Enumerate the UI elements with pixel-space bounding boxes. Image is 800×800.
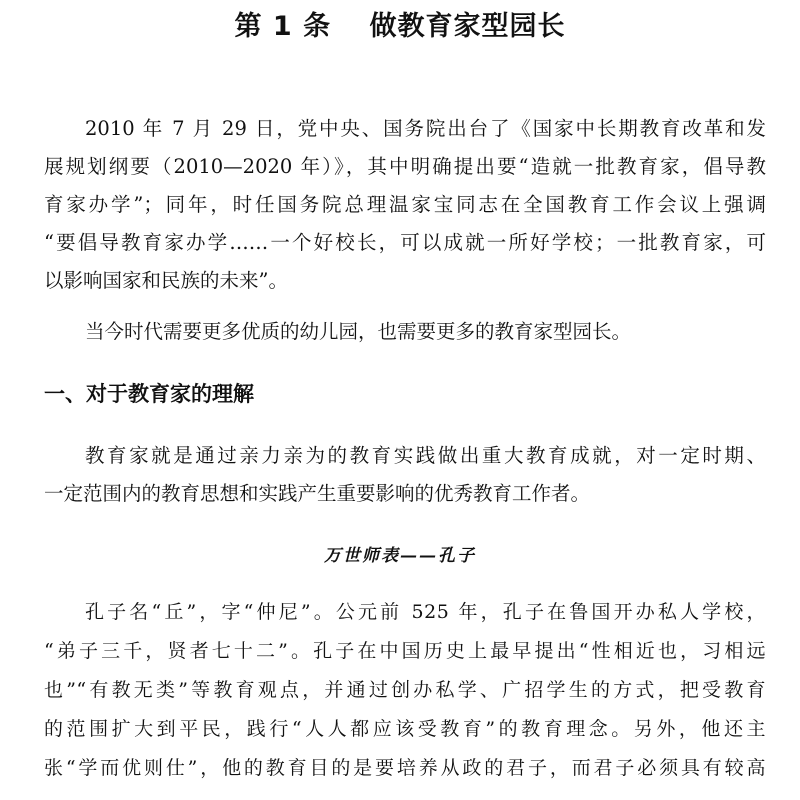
paragraph-line: 展规划纲要（2010—2020 年）》，其中明确提出要“造就一批教育家，倡导教 [44,155,766,178]
paragraph-line: 2010 年 7 月 29 日，党中央、国务院出台了《国家中长期教育改革和发 [85,117,766,140]
section-heading: 一、对于教育家的理解 [44,382,254,406]
paragraph-line: 一定范围内的教育思想和实践产生重要影响的优秀教育工作者。 [44,482,591,505]
chapter-number: 第 1 条 [234,11,332,42]
paragraph-line: 张“学而优则仕”，他的教育目的是要培养从政的君子，而君子必须具有较高 [44,757,766,779]
paragraph-line: 孔子名“丘”，字“仲尼”。公元前 525 年，孔子在鲁国开办私人学校， [85,601,766,623]
second-paragraph: 当今时代需要更多优质的幼儿园，也需要更多的教育家型园长。 [85,320,632,343]
paragraph-line: “弟子三千，贤者七十二”。孔子在中国历史上最早提出“性相近也，习相远 [44,640,766,662]
chapter-title [0,4,800,43]
chapter-title-text: 做教育家型园长 [369,11,566,42]
paragraph-line: 教育家就是通过亲力亲为的教育实践做出重大教育成就，对一定时期、 [85,444,766,467]
paragraph-line: 也”“有教无类”等教育观点，并通过创办私学、广招学生的方式，把受教育 [44,679,766,701]
box-title: 万世师表——孔子 [324,546,476,566]
paragraph-line: 育家办学”；同年，时任国务院总理温家宝同志在全国教育工作会议上强调 [44,193,766,216]
paragraph-line: “要倡导教育家办学……一个好校长，可以成就一所好学校；一批教育家，可 [44,231,766,254]
paragraph-line: 的范围扩大到平民，践行“人人都应该受教育”的教育理念。另外，他还主 [44,718,766,740]
paragraph-line: 以影响国家和民族的未来”。 [44,269,288,292]
